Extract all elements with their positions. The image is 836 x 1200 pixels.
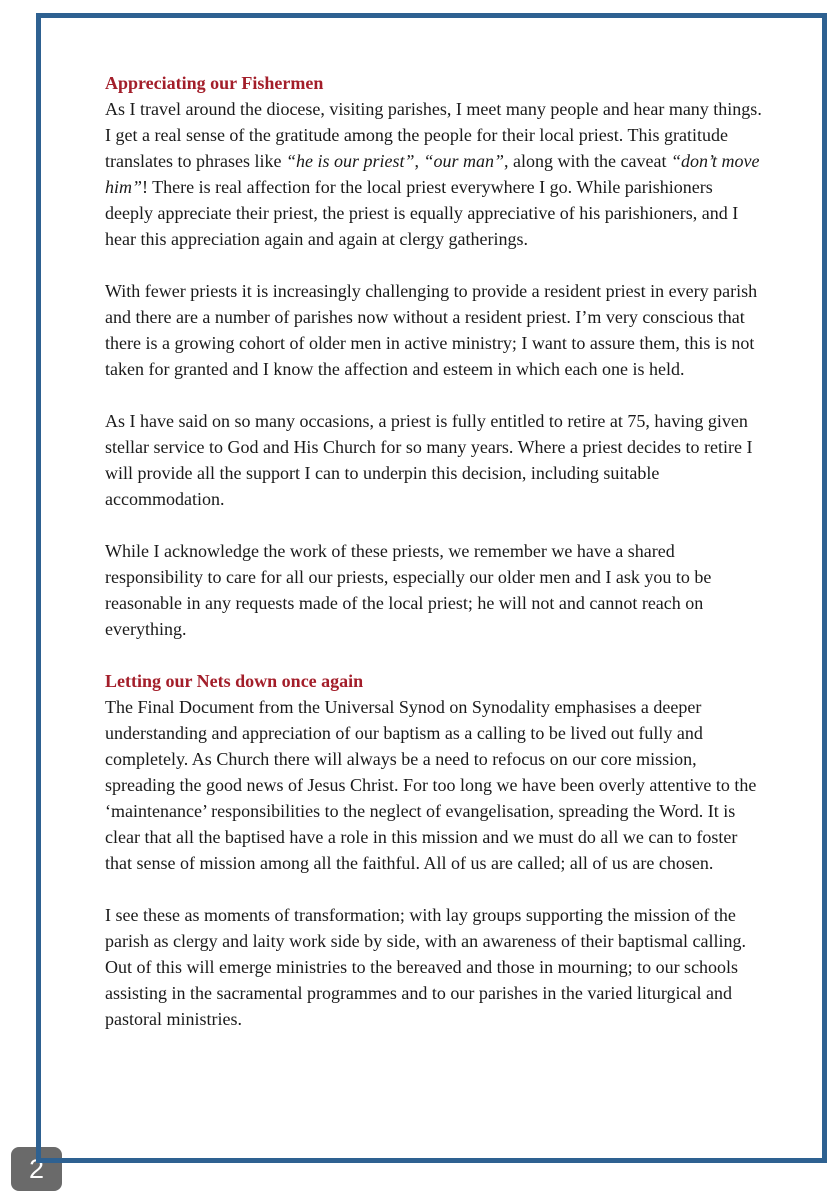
text-run: As I travel around the diocese, visiting parishes, I meet many people and hear many things. I get a real sense of the gratitude among the people for their local priest. This gratitude translates to phrases like	[105, 99, 762, 171]
text-run: The Final Document from the Universal Synod on Synodality emphasises a deeper understanding and appreciation of our baptism as a calling to be lived out fully and completely. As Church there will always be a need to refocus on our core mission, spreading the good news of Jesus Christ. For too long we have been overly attentive to the ‘maintenance’ responsibilities to the neglect of evangelisation, spreading the Word. It is clear that all the baptised have a role in this mission and we must do all we can to foster that sense of mission among all the faithful. All of us are called; all of us are chosen.	[105, 697, 757, 873]
paragraph	[105, 538, 765, 642]
italic-phrase: “he is our priest”	[285, 151, 415, 171]
document-content	[105, 70, 765, 1058]
paragraph	[105, 694, 765, 876]
italic-phrase: “don’t move him”	[105, 151, 760, 197]
text-run: , along with the caveat	[504, 151, 671, 171]
paragraph	[105, 408, 765, 512]
text-run: I see these as moments of transformation; with lay groups supporting the mission of the parish as clergy and laity work side by side, with an awareness of their baptismal calling. Out of this will emerge ministries to the bereaved and those in mourning; to our schools assisting in the sacramental programmes and to our parishes in the varied liturgical and pastoral ministries.	[105, 905, 746, 1029]
text-run: With fewer priests it is increasingly challenging to provide a resident priest in every parish and there are a number of parishes now without a resident priest. I’m very conscious that there is a growing cohort of older men in active ministry; I want to assure them, this is not taken for granted and I know the affection and esteem in which each one is held.	[105, 281, 758, 379]
text-run: ,	[414, 151, 424, 171]
italic-phrase: “our man”	[423, 151, 505, 171]
text-run: ! There is real affection for the local priest everywhere I go. While parishioners deeply appreciate their priest, the priest is equally appreciative of his parishioners, and I hear this appreciation again and again at clergy gatherings.	[105, 177, 739, 249]
section-heading: Appreciating our Fishermen	[105, 73, 324, 93]
paragraph	[105, 96, 765, 252]
paragraph	[105, 278, 765, 382]
page-number-badge: 2	[11, 1147, 62, 1191]
text-run: As I have said on so many occasions, a priest is fully entitled to retire at 75, having given stellar service to God and His Church for so many years. Where a priest decides to retire I will provide all the support I can to underpin this decision, including suitable accommodation.	[105, 411, 753, 509]
text-run: While I acknowledge the work of these priests, we remember we have a shared responsibility to care for all our priests, especially our older men and I ask you to be reasonable in any requests made of the local priest; he will not and cannot reach on everything.	[105, 541, 712, 639]
section-heading: Letting our Nets down once again	[105, 671, 364, 691]
paragraph	[105, 902, 765, 1032]
